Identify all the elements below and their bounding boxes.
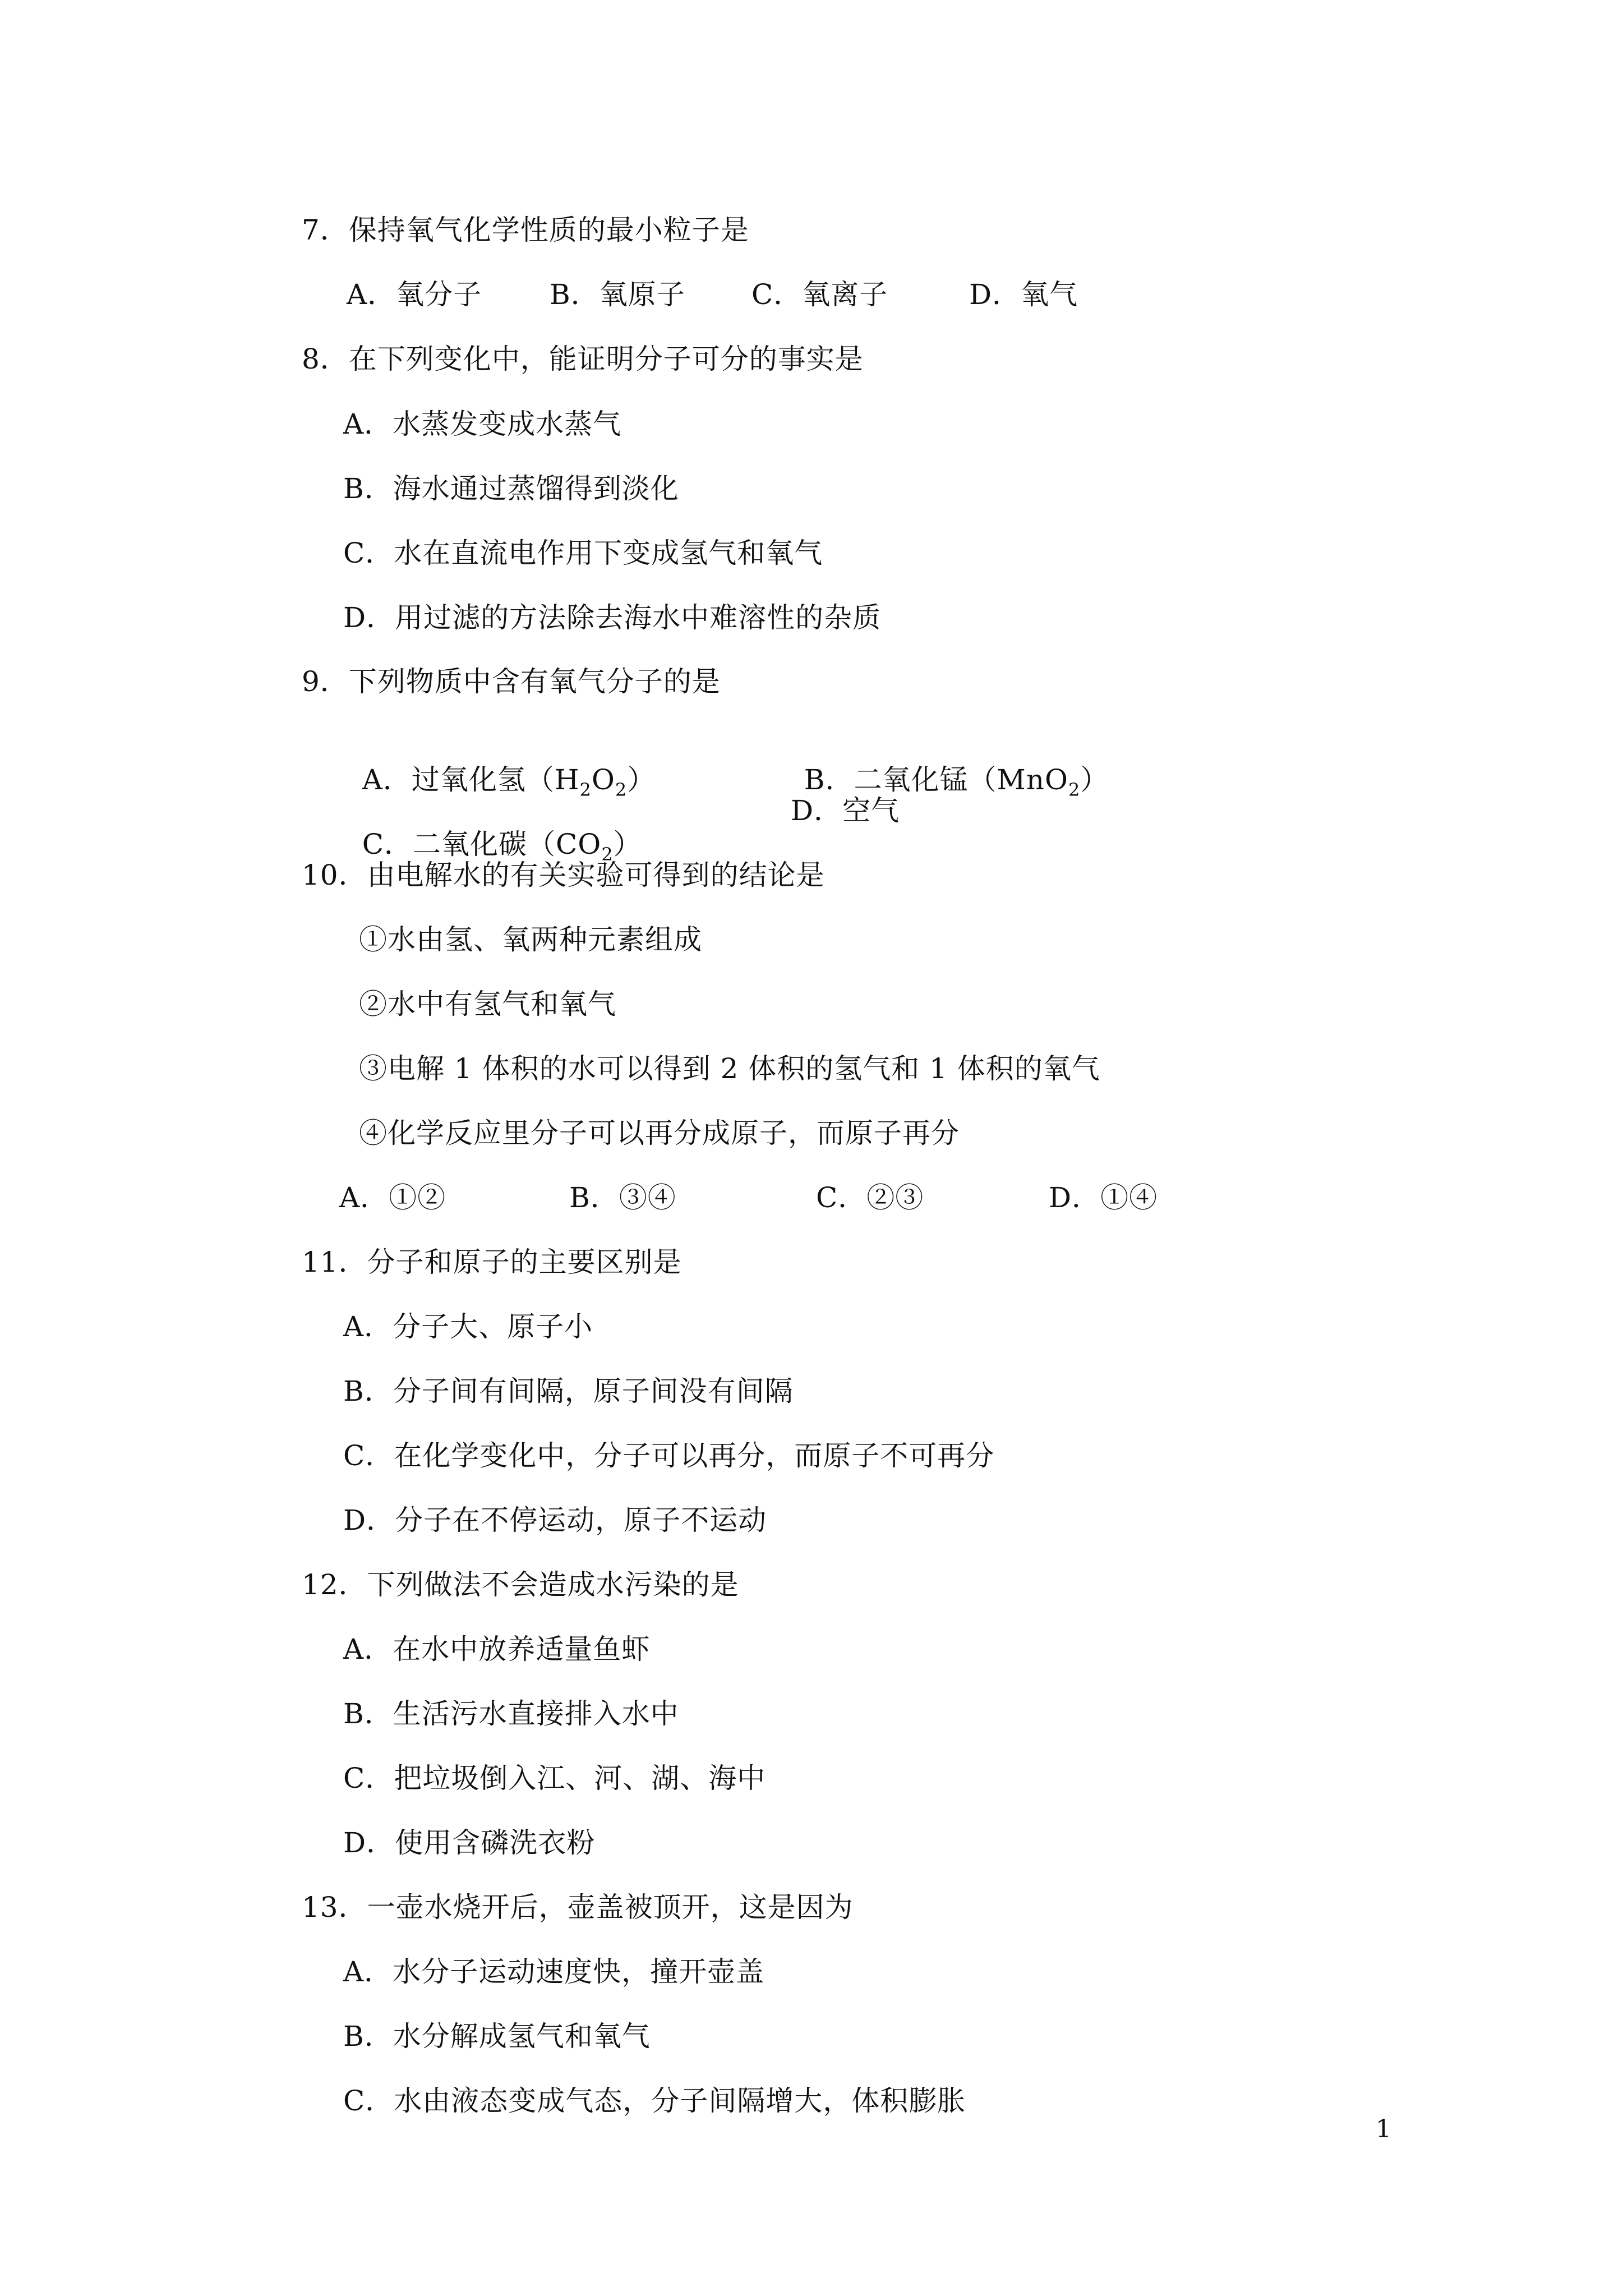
option-12d: D．使用含磷洗衣粉	[343, 1826, 596, 1859]
option-13b: B．水分解成氢气和氧气	[343, 2020, 651, 2053]
option-9b-sub: 2	[1068, 779, 1081, 800]
option-8a: A．水蒸发变成水蒸气	[343, 408, 622, 440]
question-7-stem: 7．保持氧气化学性质的最小粒子是	[302, 214, 749, 246]
option-9d: D．空气	[791, 794, 900, 827]
option-9a-sub2: 2	[615, 779, 628, 800]
option-9c	[343, 794, 642, 865]
option-10c: C．②③	[816, 1181, 924, 1214]
option-11d: D．分子在不停运动，原子不运动	[343, 1504, 767, 1536]
option-8d: D．用过滤的方法除去海水中难溶性的杂质	[343, 601, 882, 634]
question-10-stem: 10．由电解水的有关实验可得到的结论是	[302, 859, 825, 891]
question-13-stem: 13．一壶水烧开后，壶盖被顶开，这是因为	[302, 1891, 854, 1924]
option-11c: C．在化学变化中，分子可以再分，而原子不可再分	[343, 1439, 995, 1472]
option-8b: B．海水通过蒸馏得到淡化	[343, 472, 679, 505]
option-9a	[343, 729, 656, 800]
option-7c: C．氧离子	[751, 278, 888, 311]
option-13c: C．水由液态变成气态，分子间隔增大，体积膨胀	[343, 2085, 966, 2117]
option-10b: B．③④	[569, 1181, 676, 1214]
option-10a: A．①②	[339, 1181, 446, 1214]
option-11a: A．分子大、原子小	[343, 1310, 593, 1343]
option-9a-prefix: A．过氧化氢（H	[362, 763, 580, 796]
option-13a: A．水分子运动速度快，撞开壶盖	[343, 1955, 765, 1988]
option-7b: B．氧原子	[550, 278, 685, 311]
option-9b	[785, 729, 1109, 800]
option-9c-prefix: C．二氧化碳（CO	[362, 828, 602, 861]
option-9c-sub: 2	[601, 844, 614, 865]
option-9b-end: ）	[1080, 763, 1109, 796]
statement-10-3: ③电解 1 体积的水可以得到 2 体积的氢气和 1 体积的氧气	[359, 1052, 1100, 1085]
statement-10-1: ①水由氢、氧两种元素组成	[359, 923, 702, 956]
option-9a-end: ）	[627, 763, 656, 796]
option-10d: D．①④	[1049, 1181, 1158, 1214]
option-9a-mid: O	[591, 763, 615, 796]
option-9a-sub1: 2	[579, 779, 592, 800]
option-11b: B．分子间有间隔，原子间没有间隔	[343, 1375, 794, 1407]
option-12c: C．把垃圾倒入江、河、湖、海中	[343, 1762, 766, 1795]
option-9c-end: ）	[613, 828, 642, 861]
statement-10-2: ②水中有氢气和氧气	[359, 988, 616, 1020]
option-12a: A．在水中放养适量鱼虾	[343, 1633, 651, 1665]
page-number: 1	[1376, 2115, 1391, 2143]
question-8-stem: 8．在下列变化中，能证明分子可分的事实是	[302, 343, 864, 375]
question-12-stem: 12．下列做法不会造成水污染的是	[302, 1568, 739, 1601]
option-7d: D．氧气	[969, 278, 1078, 311]
question-9-stem: 9．下列物质中含有氧气分子的是	[302, 665, 721, 698]
option-9b-prefix: B．二氧化锰（MnO	[804, 763, 1068, 796]
question-11-stem: 11．分子和原子的主要区别是	[302, 1246, 682, 1278]
statement-10-4: ④化学反应里分子可以再分成原子，而原子再分	[359, 1117, 960, 1149]
option-12b: B．生活污水直接排入水中	[343, 1697, 679, 1730]
option-7a: A．氧分子	[347, 278, 482, 311]
option-8c: C．水在直流电作用下变成氢气和氧气	[343, 537, 823, 569]
